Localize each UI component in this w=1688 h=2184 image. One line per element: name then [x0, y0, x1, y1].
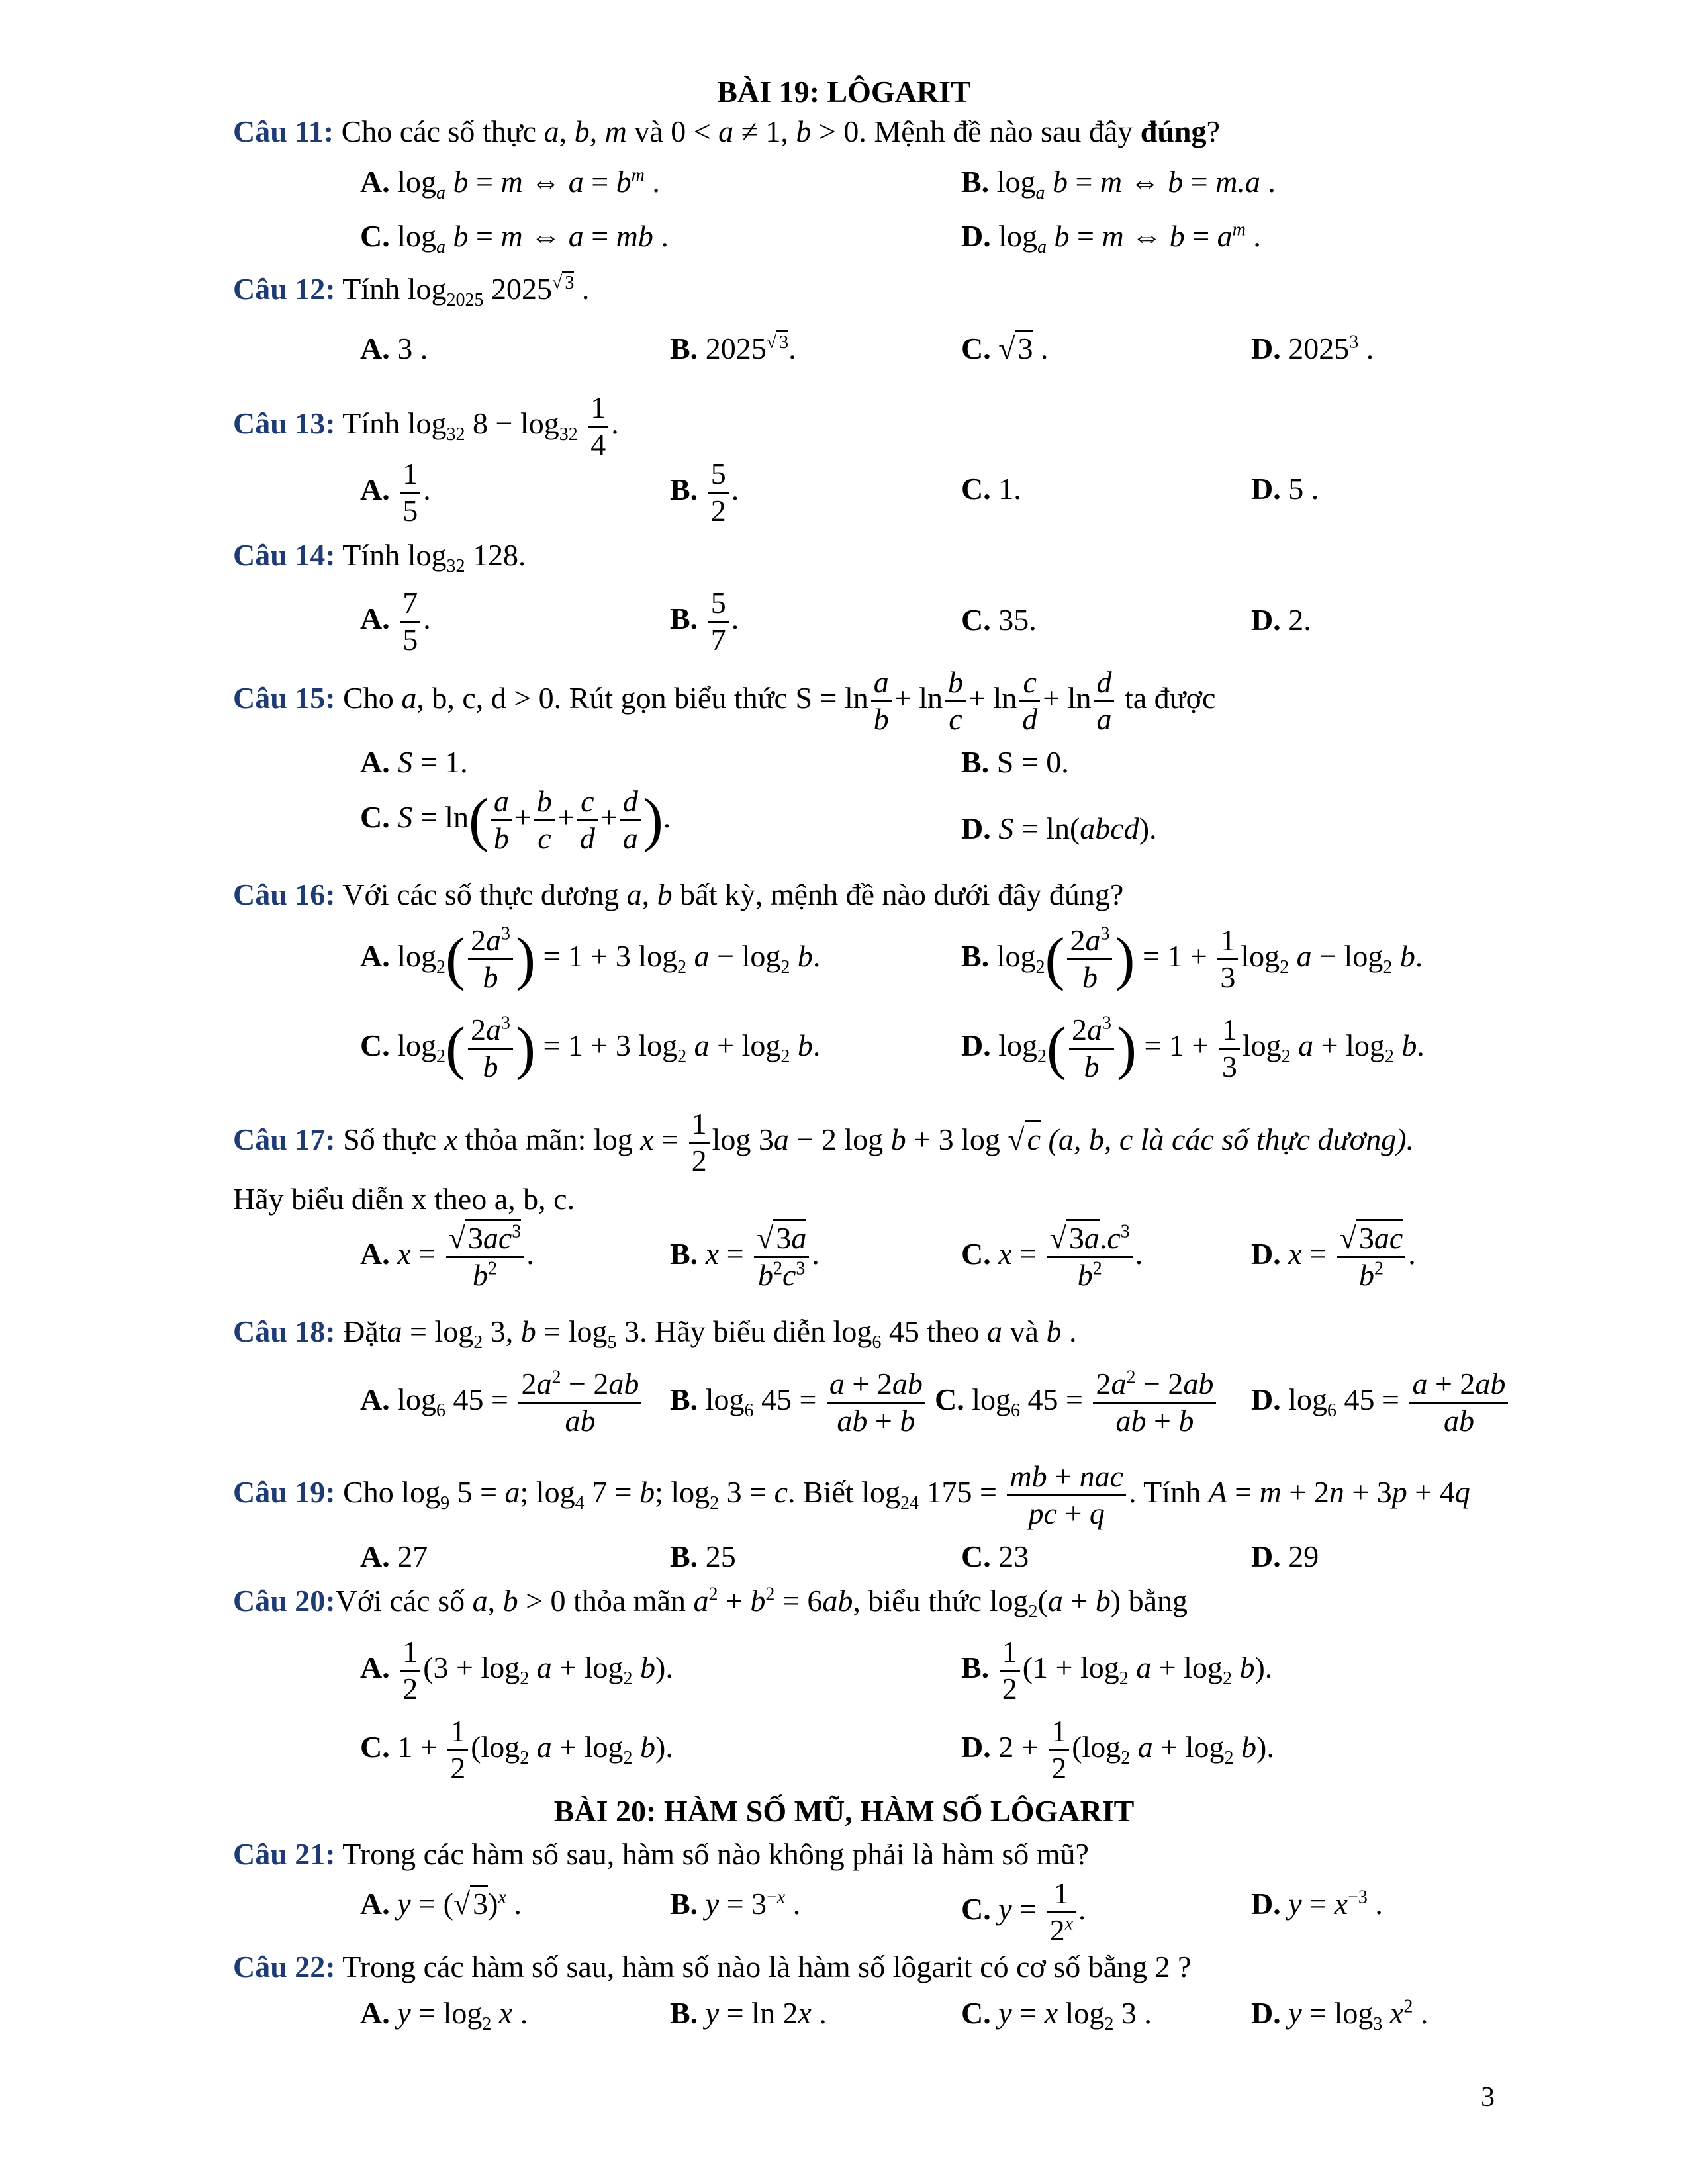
q22-option-d: D. $y = \log_3 x^2$ .	[1251, 1996, 1429, 2035]
question-13: Câu 13: Tính $\log_{32} 8 - \log_{32}$ $\frac{1}{4}$ .	[233, 390, 619, 461]
section-title-20: BÀI 20: HÀM SỐ MŨ, HÀM SỐ LÔGARIT	[553, 1794, 1135, 1828]
question-14: Câu 14: Tính $\log_{32} 128$.	[233, 538, 526, 577]
q14-option-a: A. $\frac{7}{5}$ .	[360, 586, 431, 657]
question-20: Câu 20:Với các số a, b > 0 thỏa mãn $a^2 + b^2 = 6ab$, biểu thức $\log_2(a + b)$ bằng	[233, 1584, 1188, 1623]
q11-option-c: C. $\log_a b = m$ ⇔ a = mb .	[360, 219, 669, 258]
q20-option-b: B. $\frac{1}{2}$ $(1 + \log_2 a + \log_2 b)$.	[961, 1635, 1273, 1706]
question-15: Câu 15: Cho a, b, c, d > 0. Rút gọn biểu thức S = ln $\frac{a}{b}$ + ln $\frac{b}{c}$ + ln $\frac{c}{d}$ + ln $\frac{d}{a}$ ta được	[233, 665, 1216, 736]
q12-option-c: C. √3 .	[961, 331, 1048, 366]
q17-option-d: D. x = $\frac{√3ac}{b^2}$ .	[1251, 1221, 1416, 1293]
q13-option-a: A. $\frac{1}{5}$ .	[360, 457, 431, 527]
q18-option-a: A. $\log_6 45$ = $\frac{2a^2 - 2ab}{ab}$	[360, 1367, 644, 1439]
q19-option-b: B. 25	[670, 1539, 736, 1573]
q13-option-b: B. $\frac{5}{2}$ .	[670, 457, 739, 527]
question-19: Câu 19: Cho $\log_9 5 = a$; $\log_4 7 = b$; $\log_2 3 = c$. Biết $\log_{24} 175$ = mb + nac pc + q . Tính A = m + 2n + 3p + 4q	[233, 1459, 1470, 1530]
q16-option-b: B. $\log_2$( $\frac{2a^3}{b}$ ) = 1 + $\frac{1}{3}$ $\log_2 a - \log_2 b$.	[961, 923, 1423, 994]
q18-option-b: B. $\log_6 45$ = $\frac{a + 2ab}{ab + b}$	[670, 1367, 928, 1439]
q18-option-c: C. $\log_6 45$ = $\frac{2a^2 - 2ab}{ab + b}$	[935, 1367, 1219, 1439]
q19-option-d: D. 29	[1251, 1539, 1319, 1573]
q19-option-a: A. 27	[360, 1539, 428, 1573]
q20-option-a: A. $\frac{1}{2}$ $(3 + \log_2 a + \log_2 b)$.	[360, 1635, 673, 1706]
q21-option-c: C. y = $\frac{1}{2^x}$ .	[961, 1876, 1086, 1947]
section-title-19: BÀI 19: LÔGARIT	[717, 75, 971, 109]
q14-option-d: D. 2.	[1251, 603, 1311, 637]
q16-option-a: A. $\log_2$( $\frac{2a^3}{b}$ ) = 1 + 3 $\log_2 a - \log_2 b$.	[360, 923, 821, 994]
q11-option-d: D. $\log_a b = m$ ⇔ $b = a^m$ .	[961, 219, 1261, 258]
question-17-line-2: Hãy biểu diễn x theo a, b, c.	[233, 1182, 575, 1216]
q22-option-c: C. y = x $\log_2 3$ .	[961, 1996, 1152, 2035]
q18-option-d: D. $\log_6 45$ = $\frac{a + 2ab}{ab}$	[1251, 1367, 1511, 1439]
q21-option-d: D. $y = x^{-3}$ .	[1251, 1887, 1383, 1921]
q15-option-d: D. S = ln(abcd).	[961, 811, 1157, 845]
q14-option-c: C. 35.	[961, 603, 1037, 637]
question-22: Câu 22: Trong các hàm số sau, hàm số nào là hàm số lôgarit có cơ số bằng 2 ?	[233, 1950, 1192, 1983]
q17-option-a: A. x = $\frac{√3ac^3}{b^2}$ .	[360, 1221, 534, 1293]
q15-option-a: A. S = 1.	[360, 745, 468, 779]
q19-option-c: C. 23	[961, 1539, 1029, 1573]
q22-option-b: B. y = ln 2x .	[670, 1996, 827, 2030]
q11-option-a: A. $\log_a b = m$ ⇔ $a = b^m$ .	[360, 165, 660, 204]
q11-option-b: B. $\log_a b = m$ ⇔ b = m.a .	[961, 165, 1276, 204]
q21-option-b: B. $y = 3^{-x}$ .	[670, 1887, 801, 1921]
q17-option-c: C. x = $\frac{√3a.c^3}{b^2}$ .	[961, 1221, 1143, 1293]
q15-option-b: B. S = 0.	[961, 745, 1069, 779]
question-21: Câu 21: Trong các hàm số sau, hàm số nào không phải là hàm số mũ?	[233, 1837, 1089, 1871]
q20-option-d: D. 2 + $\frac{1}{2}$ ($\log_2$ $a + \log_2 b$).	[961, 1714, 1274, 1785]
q13-option-c: C. 1.	[961, 472, 1021, 506]
q16-option-d: D. $\log_2$( $\frac{2a^3}{b}$ ) = 1 + $\frac{1}{3}$ $\log_2 a + \log_2 b$.	[961, 1013, 1425, 1083]
q12-option-b: B. $2025^{√ 3}$.	[670, 331, 796, 366]
q15-option-c: C. S = ln( $\frac{a}{b}$ + $\frac{b}{c}$ + $\frac{c}{d}$ + $\frac{d}{a}$ ).	[360, 784, 671, 855]
q22-option-a: A. $y = \log_2 x$ .	[360, 1996, 528, 2035]
q16-option-c: C. $\log_2$( $\frac{2a^3}{b}$ ) = 1 + 3 $\log_2 a + \log_2 b$.	[360, 1013, 821, 1083]
q20-option-c: C. 1 + $\frac{1}{2}$ ($\log_2$ $a + \log_2 b$).	[360, 1714, 673, 1785]
q12-option-a: A. 3 .	[360, 332, 428, 365]
question-12: Câu 12: Tính $\log_{2025} 2025^{√ 3}$ .	[233, 271, 589, 311]
q12-option-d: D. 2025$^3$ .	[1251, 332, 1374, 365]
question-16: Câu 16: Với các số thực dương a, b bất kỳ, mệnh đề nào dưới đây đúng?	[233, 878, 1124, 911]
question-18: Câu 18: Đặta = $\log_2 3$, $b = \log_5 3$. Hãy biểu diễn $\log_6 45$ theo a và b .	[233, 1314, 1077, 1353]
q17-option-b: B. x = $\frac{√3a}{b^2c^3}$ .	[670, 1221, 820, 1293]
q13-option-d: D. 5 .	[1251, 472, 1319, 506]
page-number: 3	[1481, 2082, 1495, 2113]
q21-option-a: A. $y = (√3)^x$ .	[360, 1886, 522, 1921]
q14-option-b: B. $\frac{5}{7}$ .	[670, 586, 739, 657]
question-17: Câu 17: Số thực x thỏa mãn: log x = $\frac{1}{2}$ log 3a − 2 log b + 3 log √c (a, b, c là các số thực dương).	[233, 1107, 1415, 1177]
question-11: Câu 11: Cho các số thực a, b, m và 0 < a ≠ 1, b > 0. Mệnh đề nào sau đây đúng?	[233, 114, 1220, 148]
